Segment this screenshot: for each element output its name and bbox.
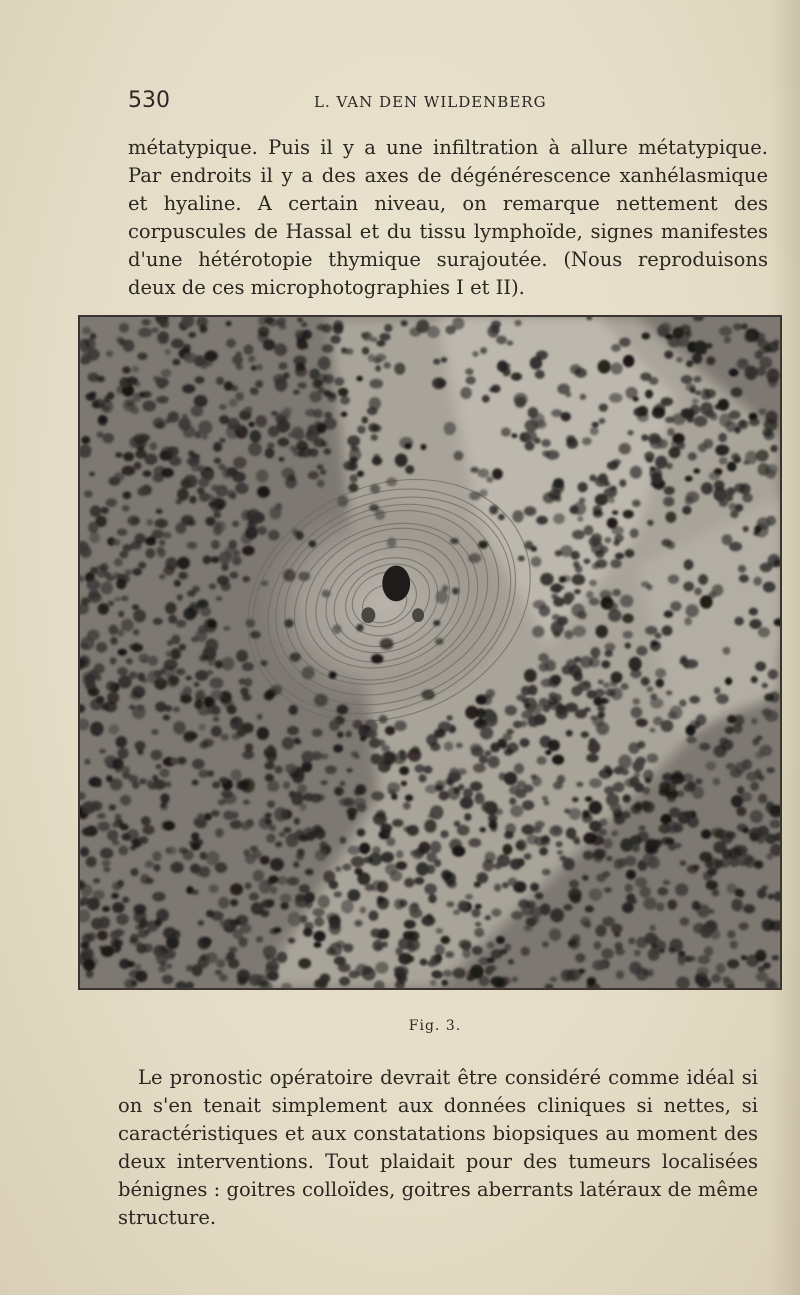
paragraph-1: métatypique. Puis il y a une infiltration à allure métatypique. Par endroits il y a des axes de dégénérescence xanhélasmique et hyaline. A certain niveau, on remarque nettement des corpuscules de Hassal et du tissu lymphoïde, signes manifestes d'une hétérotopie thymique surajoutée. (Nous reproduisons deux de ces microphotographies I et II). <box>128 136 768 299</box>
running-head <box>128 88 760 118</box>
paragraph-2: Le pronostic opératoire devrait être considéré comme idéal si on s'en tenait simplement aux données cliniques si nettes, si caractéristiques et aux constatations biopsiques au moment des deux interventions. Tout plaidait pour des tumeurs localisées bénignes : goitres colloïdes, goitres aberrants latéraux de même structure. <box>118 1066 758 1229</box>
page-number: 530 <box>128 88 170 113</box>
microphotograph-figure <box>78 315 782 990</box>
figure-caption: Fig. 3. <box>408 1018 462 1034</box>
microphotograph-image <box>80 317 780 988</box>
running-title: L. VAN DEN WILDENBERG <box>314 93 547 111</box>
